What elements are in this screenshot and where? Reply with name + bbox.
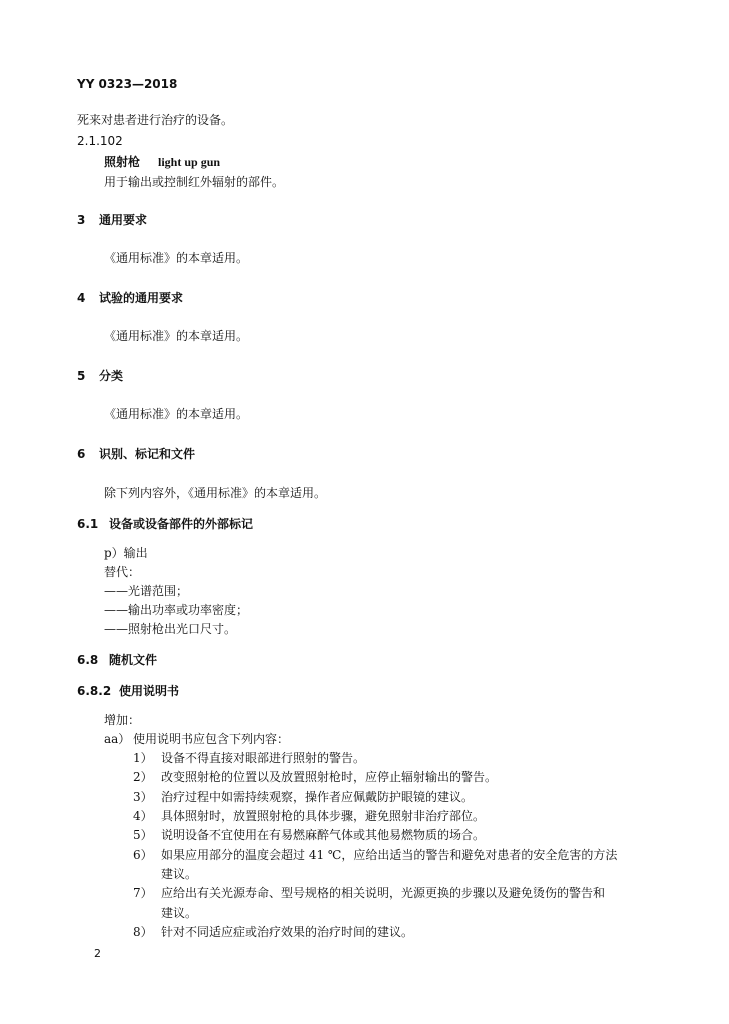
item-text: 设备不得直接对眼部进行照射的警告。 <box>161 751 366 765</box>
section-6-8-heading <box>77 652 157 668</box>
intro-line: 死来对患者进行治疗的设备。 <box>77 113 234 127</box>
clause-number-2-1-102: 2.1.102 <box>77 134 123 148</box>
item-p-output: p）输出 <box>104 546 148 560</box>
dash-item: ——光谱范围； <box>104 584 189 598</box>
section-3-body: 《通用标准》的本章适用。 <box>104 251 249 265</box>
item-text: 说明设备不宜使用在有易燃麻醉气体或其他易燃物质的场合。 <box>161 828 486 842</box>
dash-item: ——照射枪出光口尺寸。 <box>104 622 237 636</box>
replace-label: 替代： <box>104 565 141 579</box>
add-label: 增加： <box>104 713 141 727</box>
section-5-heading <box>77 368 123 384</box>
section-6-body: 除下列内容外，《通用标准》的本章适用。 <box>104 486 327 500</box>
item-number: 2） <box>133 770 153 784</box>
section-4-body: 《通用标准》的本章适用。 <box>104 329 249 343</box>
page-number: 2 <box>94 947 101 960</box>
section-6-8-2-heading <box>77 683 179 699</box>
section-title: 使用说明书 <box>119 684 180 698</box>
term-chinese: 照射枪 <box>104 155 141 169</box>
section-5-body: 《通用标准》的本章适用。 <box>104 407 249 421</box>
standard-code-header: YY 0323—2018 <box>77 77 178 91</box>
section-title: 设备或设备部件的外部标记 <box>109 517 254 531</box>
section-number: 3 <box>77 213 86 227</box>
section-number: 5 <box>77 369 86 383</box>
term-entry <box>104 154 220 170</box>
item-text-continued: 建议。 <box>161 867 198 881</box>
item-text-continued: 建议。 <box>161 906 198 920</box>
item-number: 1） <box>133 751 153 765</box>
item-number: 5） <box>133 828 153 842</box>
item-number: 6） <box>133 848 153 862</box>
section-title: 识别、标记和文件 <box>99 447 196 461</box>
item-number: 7） <box>133 886 153 900</box>
section-6-1-heading <box>77 516 253 532</box>
section-number: 6 <box>77 447 86 461</box>
section-number: 4 <box>77 291 86 305</box>
section-title: 随机文件 <box>109 653 158 667</box>
section-number: 6.8 <box>77 653 99 667</box>
section-6-heading <box>77 446 195 462</box>
item-number: 4） <box>133 809 153 823</box>
item-text: 改变照射枪的位置以及放置照射枪时，应停止辐射输出的警告。 <box>161 770 498 784</box>
section-title: 试验的通用要求 <box>99 291 184 305</box>
item-text: 治疗过程中如需持续观察，操作者应佩戴防护眼镜的建议。 <box>161 790 474 804</box>
section-number: 6.8.2 <box>77 684 112 698</box>
aa-label: aa） <box>104 732 131 746</box>
term-english: light up gun <box>158 155 221 169</box>
aa-text: 使用说明书应包含下列内容： <box>133 732 290 746</box>
section-title: 分类 <box>99 369 124 383</box>
item-text: 针对不同适应症或治疗效果的治疗时间的建议。 <box>161 925 414 939</box>
term-definition: 用于输出或控制红外辐射的部件。 <box>104 175 285 189</box>
item-text: 如果应用部分的温度会超过 41 ℃，应给出适当的警告和避免对患者的安全危害的方法 <box>161 848 618 862</box>
section-title: 通用要求 <box>99 213 148 227</box>
item-number: 3） <box>133 790 153 804</box>
section-number: 6.1 <box>77 517 99 531</box>
section-3-heading <box>77 212 147 228</box>
item-number: 8） <box>133 925 153 939</box>
dash-item: ——输出功率或功率密度； <box>104 603 249 617</box>
item-text: 具体照射时，放置照射枪的具体步骤，避免照射非治疗部位。 <box>161 809 486 823</box>
section-4-heading <box>77 290 183 306</box>
item-text: 应给出有关光源寿命、型号规格的相关说明，光源更换的步骤以及避免烫伤的警告和 <box>161 886 606 900</box>
